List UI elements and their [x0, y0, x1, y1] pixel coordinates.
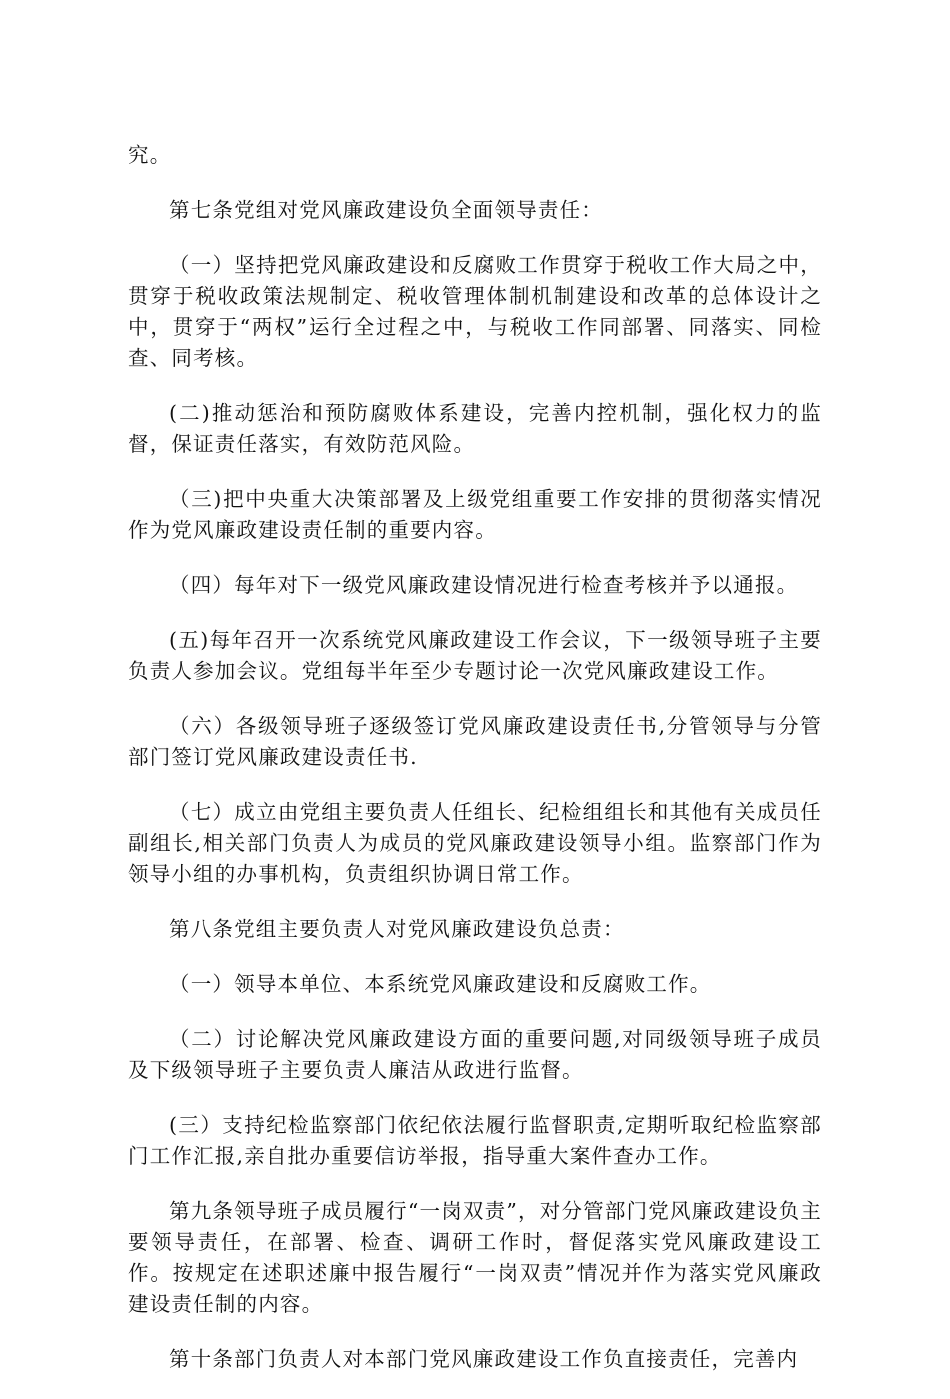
paragraph-2: 第七条党组对党风廉政建设负全面领导责任： — [169, 198, 603, 222]
paragraph-7: (五)每年召开一次系统党风廉政建设工作会议，下一级领导班子主要负责人参加会议。党组每半年至少专题讨论一次党风廉政建设工作。 — [128, 628, 822, 683]
paragraph-5: （三)把中央重大决策部署及上级党组重要工作安排的贯彻落实情况作为党风廉政建设责任制的重要内容。 — [128, 487, 822, 542]
paragraph-4: (二)推动惩治和预防腐败体系建设，完善内控机制，强化权力的监督，保证责任落实，有效防范风险。 — [128, 401, 822, 456]
document-body — [128, 140, 822, 1399]
paragraph-14: 第九条领导班子成员履行“一岗双责”，对分管部门党风廉政建设负主要领导责任，在部署、检查、调研工作时，督促落实党风廉政建设工作。按规定在述职述廉中报告履行“一岗双责”情况并作为落实党风廉政建设责任制的内容。 — [128, 1199, 822, 1316]
paragraph-12: （二）讨论解决党风廉政建设方面的重要问题,对同级领导班子成员及下级领导班子主要负责人廉洁从政进行监督。 — [128, 1027, 822, 1082]
paragraph-8: （六）各级领导班子逐级签订党风廉政建设责任书,分管领导与分管部门签订党风廉政建设责任书. — [128, 714, 822, 769]
paragraph-3: （一）坚持把党风廉政建设和反腐败工作贯穿于税收工作大局之中，贯穿于税收政策法规制定、税收管理体制机制建设和改革的总体设计之中，贯穿于“两权”运行全过程之中，与税收工作同部署、同落实、同检查、同考核。 — [128, 253, 822, 370]
paragraph-11: （一）领导本单位、本系统党风廉政建设和反腐败工作。 — [169, 972, 712, 996]
paragraph-15: 第十条部门负责人对本部门党风廉政建设工作负直接责任，完善内 — [169, 1347, 799, 1371]
paragraph-10: 第八条党组主要负责人对党风廉政建设负总责： — [169, 917, 625, 941]
paragraph-9: （七）成立由党组主要负责人任组长、纪检组组长和其他有关成员任副组长,相关部门负责人为成员的党风廉政建设领导小组。监察部门作为领导小组的办事机构，负责组织协调日常工作。 — [128, 800, 822, 886]
paragraph-13: (三）支持纪检监察部门依纪依法履行监督职责,定期听取纪检监察部门工作汇报,亲自批办重要信访举报，指导重大案件查办工作。 — [128, 1113, 822, 1168]
paragraph-1: 究。 — [128, 143, 172, 167]
paragraph-6: （四）每年对下一级党风廉政建设情况进行检查考核并予以通报。 — [169, 573, 799, 597]
